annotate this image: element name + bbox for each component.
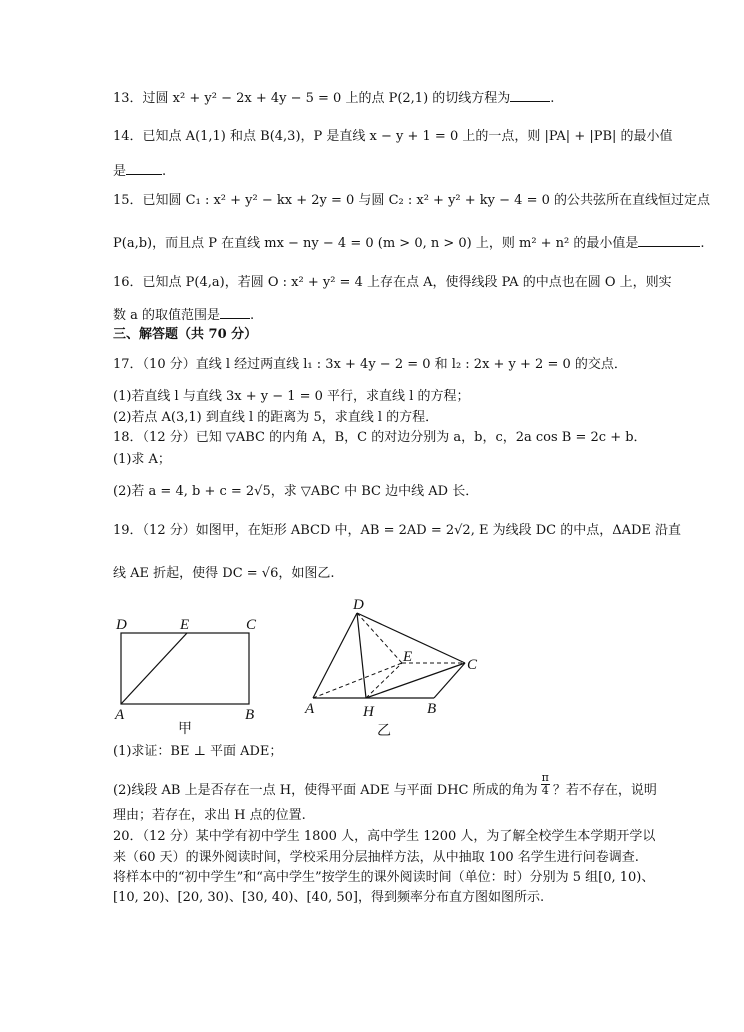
question-17-part2: (2)若点 A(3,1) 到直线 l 的距离为 5，求直线 l 的方程． xyxy=(113,410,439,425)
q19-p2-pre: (2)线段 AB 上是否存在一点 H，使得平面 ADE 与平面 DHC 所成的角为 xyxy=(113,783,538,798)
question-19-part2-line2: 理由；若存在，求出 H 点的位置. xyxy=(113,808,306,823)
question-19-part1: (1)求证：BE ⊥ 平面 ADE； xyxy=(113,744,283,759)
question-19-line1: 19．（12 分）如图甲，在矩形 ABCD 中，AB = 2AD = 2√2, E 为线段 DC 的中点，ΔADE 沿直 xyxy=(113,523,682,538)
question-18-stem: 18．（12 分）已知 ▽ABC 的内角 A，B，C 的对边分别为 a，b，c，2a cos B = 2c + b． xyxy=(113,430,647,445)
question-19-part2-line1 xyxy=(113,772,657,802)
question-18-part1: (1)求 A； xyxy=(113,452,171,467)
question-14-line2: 是 . xyxy=(113,164,167,179)
label-A: A xyxy=(115,707,125,723)
figure-pyramid-yi xyxy=(300,596,490,744)
answer-blank xyxy=(126,162,162,175)
fraction-numerator: π xyxy=(541,771,549,784)
answer-blank xyxy=(510,89,550,102)
label-E: E xyxy=(180,617,190,633)
question-15-line1: 15．已知圆 C₁ : x² + y² − kx + 2y = 0 与圆 C₂ : x² + y² + ky − 4 = 0 的公共弦所在直线恒过定点 xyxy=(113,193,710,208)
question-15-line2: P(a,b)，而且点 P 在直线 mx − ny − 4 = 0 (m > 0, n > 0) 上，则 m² + n² 的最小值是 . xyxy=(113,236,705,251)
label-A: A xyxy=(305,701,315,717)
question-14-line1: 14．已知点 A(1,1) 和点 B(4,3)，P 是直线 x − y + 1 = 0 上的一点，则 |PA| + |PB| 的最小值 xyxy=(113,129,673,144)
fraction xyxy=(541,772,550,797)
answer-blank xyxy=(638,234,700,247)
figure-rectangle-jia xyxy=(110,612,270,740)
question-17-stem: 17．（10 分）直线 l 经过两直线 l₁ : 3x + 4y − 2 = 0 和 l₂ : 2x + y + 2 = 0 的交点． xyxy=(113,357,627,372)
section-heading: 三、解答题（共 70 分） xyxy=(113,327,258,342)
q14-text: 是 xyxy=(113,164,127,179)
question-19-line2: 线 AE 折起，使得 DC = √6，如图乙. xyxy=(113,566,335,581)
question-20-line4: [10, 20)、[20, 30)、[30, 40)、[40, 50]，得到频率分布直方图如图所示. xyxy=(113,890,545,905)
question-20-line2: 来（60 天）的课外阅读时间，学校采用分层抽样方法，从中抽取 100 名学生进行问卷调查. xyxy=(113,850,639,865)
label-E: E xyxy=(403,649,413,665)
question-20-line1: 20．（12 分）某中学有初中学生 1800 人，高中学生 1200 人，为了解全校学生本学期开学以 xyxy=(113,829,656,844)
label-D: D xyxy=(353,597,364,613)
label-C: C xyxy=(467,657,478,673)
q19-p2-post: ？若不存在，说明 xyxy=(552,783,657,798)
label-C: C xyxy=(246,617,257,633)
fraction-denominator: 4 xyxy=(541,784,549,797)
label-H: H xyxy=(363,704,374,720)
q15-text: P(a,b)，而且点 P 在直线 mx − ny − 4 = 0 (m > 0, n > 0) 上，则 m² + n² 的最小值是 xyxy=(113,236,639,251)
q16-text: 数 a 的取值范围是 xyxy=(113,308,221,323)
question-18-part2: (2)若 a = 4, b + c = 2√5，求 ▽ABC 中 BC 边中线 AD 长． xyxy=(113,484,479,499)
question-13: 13．过圆 x² + y² − 2x + 4y − 5 = 0 上的点 P(2,1) 的切线方程为 . xyxy=(113,91,555,106)
question-20-line3: 将样本中的“初中学生”和“高中学生”按学生的课外阅读时间（单位：时）分别为 5 组[0, 10)、 xyxy=(113,870,655,885)
q13-text: 13．过圆 x² + y² − 2x + 4y − 5 = 0 上的点 P(2,1) 的切线方程为 xyxy=(113,91,511,106)
label-B: B xyxy=(245,707,255,723)
caption-jia: 甲 xyxy=(178,721,192,737)
label-D: D xyxy=(116,617,127,633)
question-16-line1: 16．已知点 P(4,a)，若圆 O : x² + y² = 4 上存在点 A，使得线段 PA 的中点也在圆 O 上，则实 xyxy=(113,275,672,290)
label-B: B xyxy=(427,701,437,717)
question-17-part1: (1)若直线 l 与直线 3x + y − 1 = 0 平行，求直线 l 的方程； xyxy=(113,389,470,404)
caption-yi: 乙 xyxy=(377,723,391,739)
answer-blank xyxy=(220,306,250,319)
question-16-line2: 数 a 的取值范围是 . xyxy=(113,308,255,323)
